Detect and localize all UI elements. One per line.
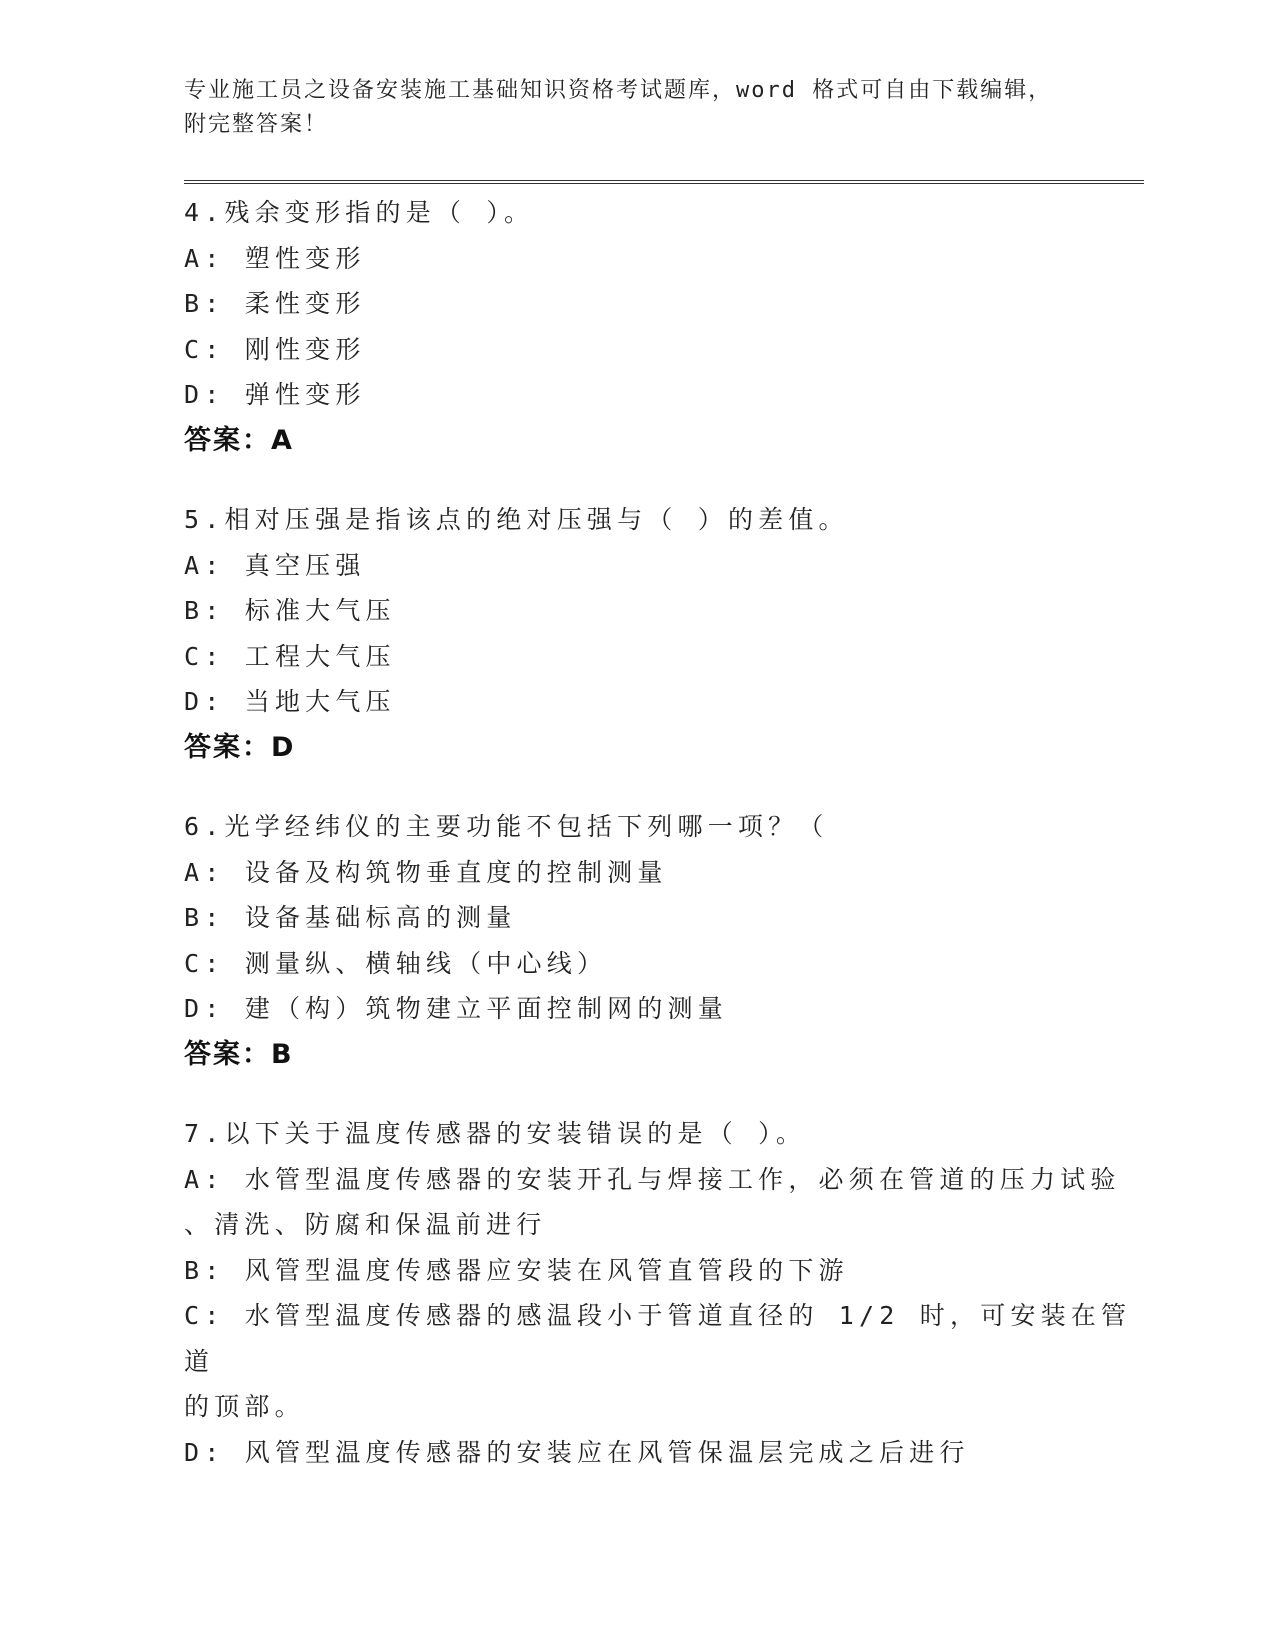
question-stem: 7.以下关于温度传感器的安装错误的是（ ）。 <box>184 1119 807 1148</box>
question-5 <box>184 497 1144 770</box>
question-6 <box>184 804 1144 1077</box>
header-divider <box>184 180 1144 184</box>
question-list <box>184 190 1144 1509</box>
option-c: C: 工程大气压 <box>184 641 396 671</box>
answer-label: 答案：A <box>184 424 294 456</box>
answer-label: 答案：B <box>184 1038 294 1070</box>
answer-label: 答案：D <box>184 731 296 763</box>
option-c: C: 测量纵、横轴线（中心线） <box>184 948 608 978</box>
option-c-continued: 的顶部。 <box>184 1392 305 1421</box>
option-a: A: 水管型温度传感器的安装开孔与焊接工作，必须在管道的压力试验 <box>184 1164 1121 1194</box>
option-a-continued: 、清洗、防腐和保温前进行 <box>184 1210 547 1239</box>
question-stem: 5.相对压强是指该点的绝对压强与（ ）的差值。 <box>184 505 849 534</box>
option-c: C: 刚性变形 <box>184 334 366 364</box>
option-b: B: 标准大气压 <box>184 596 396 625</box>
header-line-1: 专业施工员之设备安装施工基础知识资格考试题库，word 格式可自由下载编辑， <box>184 78 1053 103</box>
option-b: B: 设备基础标高的测量 <box>184 903 517 932</box>
option-d: D: 风管型温度传感器的安装应在风管保温层完成之后进行 <box>184 1437 970 1467</box>
option-a: A: 塑性变形 <box>184 243 366 273</box>
option-d: D: 弹性变形 <box>184 380 366 409</box>
option-a: A: 真空压强 <box>184 550 366 580</box>
option-c: C: 水管型温度传感器的感温段小于管道直径的 1/2 时，可安装在管道 <box>184 1301 1132 1376</box>
option-d: D: 建（构）筑物建立平面控制网的测量 <box>184 994 728 1023</box>
option-b: B: 柔性变形 <box>184 289 366 318</box>
question-stem: 4.残余变形指的是（ ）。 <box>184 198 535 227</box>
header-line-2: 附完整答案！ <box>184 112 329 137</box>
question-4 <box>184 190 1144 463</box>
document-header <box>184 74 1084 142</box>
question-7 <box>184 1111 1144 1475</box>
option-a: A: 设备及构筑物垂直度的控制测量 <box>184 857 668 887</box>
option-b: B: 风管型温度传感器应安装在风管直管段的下游 <box>184 1255 849 1285</box>
option-d: D: 当地大气压 <box>184 687 396 716</box>
question-stem: 6.光学经纬仪的主要功能不包括下列哪一项？（ <box>184 812 829 841</box>
